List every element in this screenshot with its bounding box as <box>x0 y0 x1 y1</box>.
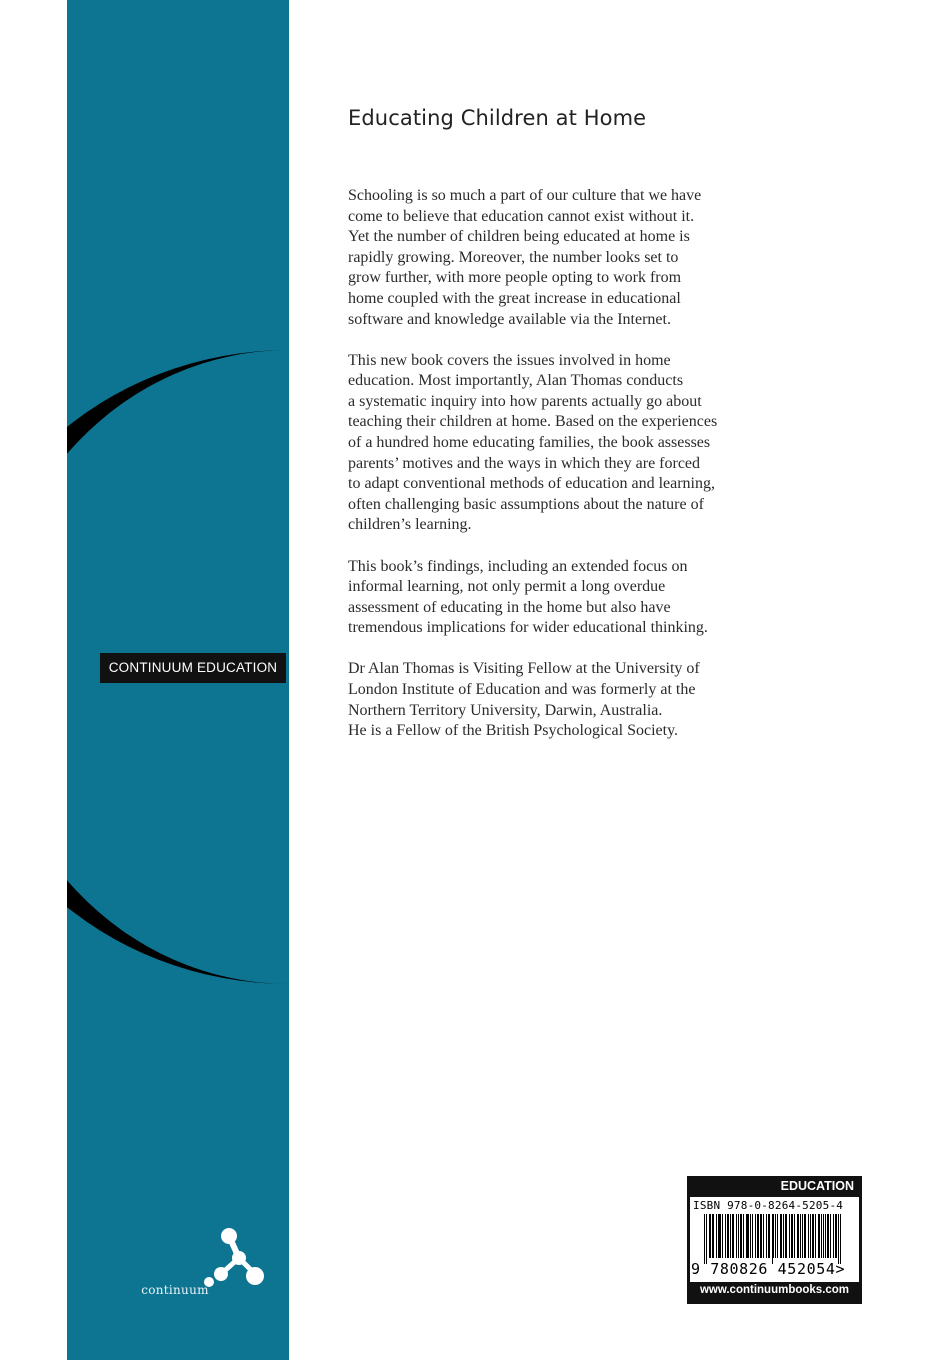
barcode-bar <box>746 1214 747 1258</box>
barcode-bar <box>797 1214 798 1258</box>
barcode-bar <box>752 1214 753 1258</box>
barcode-bar <box>763 1214 764 1258</box>
barcode-bar <box>722 1214 723 1258</box>
barcode-bar <box>713 1214 714 1258</box>
text-line: Yet the number of children being educated at home is <box>348 228 690 246</box>
barcode-bar <box>718 1214 719 1258</box>
text-line: This new book covers the issues involved in home <box>348 351 671 369</box>
text-line: to adapt conventional methods of education and learning, <box>348 475 715 493</box>
barcode-bar <box>794 1214 795 1258</box>
text-line: Dr Alan Thomas is Visiting Fellow at the University of <box>348 660 700 678</box>
barcode-bar <box>805 1214 806 1258</box>
barcode-bar <box>730 1214 731 1258</box>
text-line: This book’s findings, including an extended focus on <box>348 557 688 575</box>
barcode-bar <box>750 1214 751 1258</box>
barcode-bar <box>792 1214 793 1258</box>
barcode-bar <box>830 1214 831 1258</box>
barcode-bar <box>802 1214 803 1258</box>
barcode-bar <box>810 1214 811 1258</box>
barcode-bar <box>785 1214 786 1258</box>
text-line: London Institute of Education and was formerly at the <box>348 680 696 698</box>
barcode-bar <box>823 1214 824 1258</box>
text-line: rapidly growing. Moreover, the number looks set to <box>348 248 679 266</box>
barcode-bar <box>720 1214 721 1258</box>
text-line: assessment of educating in the home but also have <box>348 598 671 616</box>
blurb-paragraph <box>348 351 768 536</box>
barcode-bar <box>743 1214 744 1258</box>
barcode-bar <box>800 1214 801 1258</box>
barcode-bar <box>789 1214 790 1258</box>
barcode-bar <box>772 1214 773 1264</box>
barcode-bar <box>758 1214 759 1258</box>
barcode-bar <box>733 1214 734 1258</box>
barcode-bar <box>798 1214 799 1258</box>
barcode-bar <box>780 1214 781 1258</box>
barcode-bar <box>768 1214 769 1258</box>
barcode-bar <box>748 1214 749 1258</box>
barcode-bar <box>719 1214 720 1258</box>
barcode-bar <box>760 1214 761 1258</box>
publisher-name: continuum <box>141 1283 209 1297</box>
text-line: a systematic inquiry into how parents actually go about <box>348 392 702 410</box>
blurb-text <box>348 186 768 762</box>
barcode-bar <box>808 1214 809 1258</box>
text-line: Northern Territory University, Darwin, Australia. <box>348 701 663 719</box>
continuum-logo-icon <box>199 1228 269 1290</box>
barcode-bar <box>836 1214 837 1258</box>
text-line: grow further, with more people opting to work from <box>348 269 682 287</box>
barcode-bar <box>786 1214 787 1258</box>
text-line: Schooling is so much a part of our culture that we have <box>348 187 702 204</box>
barcode-bar <box>741 1214 742 1258</box>
ean-number: 9 780826 452054 <box>691 1260 836 1278</box>
barcode-bar <box>709 1214 710 1258</box>
series-label: CONTINUUM EDUCATION <box>100 653 286 683</box>
barcode-bar <box>704 1214 705 1264</box>
barcode-bar <box>706 1214 707 1264</box>
barcode-bar <box>727 1214 728 1258</box>
barcode-bar <box>716 1214 717 1258</box>
barcode-bar <box>775 1214 776 1258</box>
barcode-bar <box>821 1214 822 1258</box>
barcode-bar <box>812 1214 813 1258</box>
author-bio <box>348 659 768 741</box>
website-url: www.continuumbooks.com <box>699 1284 850 1296</box>
text-line: informal learning, not only permit a long overdue <box>348 578 666 596</box>
barcode-bar <box>804 1214 805 1258</box>
barcode-bar <box>747 1214 748 1258</box>
text-line: He is a Fellow of the British Psychological Society. <box>348 722 679 740</box>
barcode-bar <box>725 1214 726 1258</box>
barcode-bar <box>819 1214 820 1258</box>
text-line: tremendous implications for wider educational thinking. <box>348 619 708 637</box>
text-line: children’s learning. <box>348 516 472 534</box>
barcode-bar <box>840 1214 841 1264</box>
barcode-bar <box>835 1214 836 1258</box>
blurb-paragraph <box>348 186 768 330</box>
barcode-bar <box>710 1214 711 1258</box>
barcode-bar <box>728 1214 729 1258</box>
ean-digits <box>691 1260 845 1278</box>
barcode-bar <box>833 1214 834 1258</box>
barcode-bar <box>818 1214 819 1258</box>
barcode-bar <box>732 1214 733 1258</box>
barcode-bar <box>838 1214 839 1264</box>
barcode-bar <box>736 1214 737 1258</box>
text-line: of a hundred home educating families, the book assesses <box>348 434 711 452</box>
barcode-bar <box>766 1214 767 1258</box>
barcode-bar <box>791 1214 792 1258</box>
barcode-bar <box>740 1214 741 1258</box>
text-line: come to believe that education cannot exist without it. <box>348 207 695 225</box>
text-line: education. Most importantly, Alan Thomas conducts <box>348 372 684 390</box>
barcode-bar <box>777 1214 778 1258</box>
barcode-bar <box>755 1214 756 1258</box>
barcode-bar <box>781 1214 782 1258</box>
barcode-bar <box>712 1214 713 1258</box>
side-stripe <box>67 0 289 1360</box>
barcode-panel <box>690 1197 859 1282</box>
barcode-bar <box>825 1214 826 1258</box>
barcode-bar <box>828 1214 829 1258</box>
category-label: EDUCATION <box>780 1179 854 1193</box>
barcode-bar <box>813 1214 814 1258</box>
barcode-bar <box>761 1214 762 1258</box>
quiet-zone-mark: > <box>835 1260 846 1278</box>
barcode-bar <box>773 1214 774 1258</box>
isbn-text: ISBN 978-0-8264-5205-4 <box>693 1199 844 1212</box>
barcode-bar <box>783 1214 784 1258</box>
barcode-bar <box>815 1214 816 1258</box>
book-title: Educating Children at Home <box>348 106 647 130</box>
text-line: parents’ motives and the ways in which they are forced <box>348 454 701 472</box>
barcode-box <box>687 1176 862 1304</box>
barcode-bar <box>757 1214 758 1258</box>
text-line: software and knowledge available via the Internet. <box>348 310 671 328</box>
barcode-bars-icon <box>704 1214 844 1264</box>
barcode-bar <box>738 1214 739 1258</box>
blurb-paragraph <box>348 557 768 639</box>
text-line: often challenging basic assumptions about the nature of <box>348 495 704 513</box>
barcode-bar <box>827 1214 828 1258</box>
barcode-bar <box>769 1214 770 1258</box>
text-line: home coupled with the great increase in educational <box>348 289 681 307</box>
text-line: teaching their children at home. Based on the experiences <box>348 413 718 431</box>
